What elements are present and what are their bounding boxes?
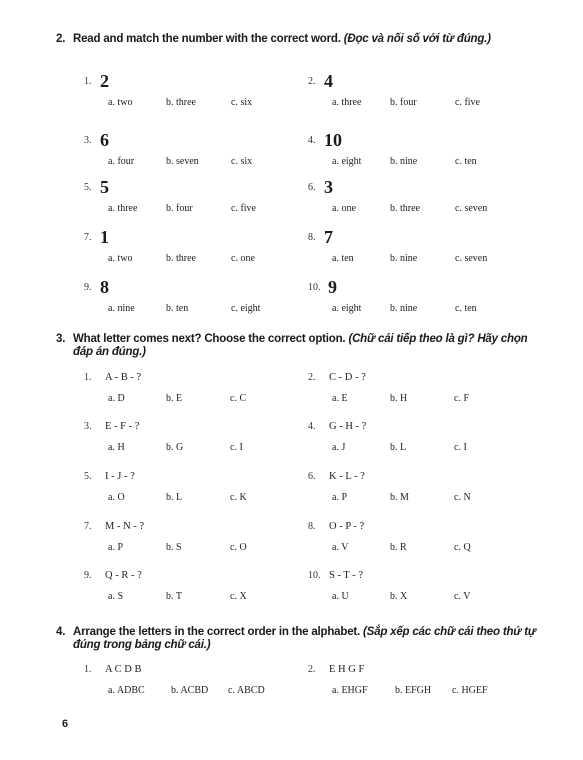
section-title-vi: (Đọc và nối số với từ đúng.) <box>343 33 491 45</box>
answer-option: a. U <box>332 591 349 602</box>
answer-option: a. two <box>108 97 133 108</box>
answer-option: b. ten <box>166 303 189 314</box>
section-number: 2. <box>56 33 66 45</box>
answer-option: a. nine <box>108 303 135 314</box>
question-number: 4. <box>308 421 316 432</box>
answer-option: b. S <box>166 542 182 553</box>
answer-option: c. ten <box>455 156 477 167</box>
question-number: 5. <box>84 182 92 193</box>
section-4-heading <box>56 626 536 652</box>
answer-option: c. one <box>231 253 255 264</box>
answer-option: a. P <box>108 542 123 553</box>
answer-option: c. HGEF <box>452 685 488 696</box>
section-number: 3. <box>56 333 66 345</box>
answer-option: c. X <box>230 591 247 602</box>
answer-option: b. three <box>166 97 196 108</box>
answer-option: b. nine <box>390 303 418 314</box>
answer-option: b. G <box>166 442 184 453</box>
section-title-vi: (Sắp xếp các chữ cái theo thứ tự đúng trong bảng chữ cái.) <box>73 626 536 651</box>
answer-option: b. M <box>390 492 409 503</box>
question-number: 9. <box>84 570 92 581</box>
number-value: 1 <box>100 227 109 247</box>
question-number: 9. <box>84 282 92 293</box>
question-number: 2. <box>308 664 316 675</box>
letter-sequence: A - B - ? <box>105 372 142 383</box>
answer-option: b. E <box>166 393 183 404</box>
answer-option: b. R <box>390 542 407 553</box>
question-number: 1. <box>84 664 92 675</box>
question-number: 8. <box>308 521 316 532</box>
answer-option: c. C <box>230 393 247 404</box>
number-value: 10 <box>324 130 342 150</box>
letter-sequence: G - H - ? <box>329 421 367 432</box>
answer-option: c. F <box>454 393 469 404</box>
letter-sequence: E - F - ? <box>105 421 140 432</box>
answer-option: a. J <box>332 442 346 453</box>
number-value: 7 <box>324 227 333 247</box>
answer-option: c. I <box>454 442 467 453</box>
question-number: 10. <box>308 282 321 293</box>
section-title: Read and match the number with the correct word. <box>73 33 341 45</box>
answer-option: b. L <box>390 442 407 453</box>
number-value: 3 <box>324 177 333 197</box>
letter-sequence: I - J - ? <box>105 471 135 482</box>
answer-option: b. three <box>166 253 196 264</box>
section-title-vi: (Chữ cái tiếp theo là gì? Hãy chọn đáp án đúng.) <box>73 333 528 358</box>
answer-option: a. ADBC <box>108 685 145 696</box>
answer-option: c. V <box>454 591 471 602</box>
question-number: 1. <box>84 372 92 383</box>
section-title: What letter comes next? Choose the correct option. <box>73 333 346 345</box>
answer-option: c. O <box>230 542 247 553</box>
answer-option: a. four <box>108 156 135 167</box>
answer-option: c. ABCD <box>228 685 265 696</box>
question-number: 2. <box>308 76 316 87</box>
page-number: 6 <box>62 718 69 730</box>
letter-sequence: A C D B <box>105 664 142 675</box>
answer-option: c. eight <box>231 303 261 314</box>
answer-option: a. O <box>108 492 125 503</box>
question-number: 2. <box>308 372 316 383</box>
question-number: 7. <box>84 232 92 243</box>
question-number: 6. <box>308 182 316 193</box>
question-number: 6. <box>308 471 316 482</box>
answer-option: c. Q <box>454 542 471 553</box>
answer-option: b. nine <box>390 253 418 264</box>
section-3-heading <box>56 333 536 359</box>
answer-option: b. X <box>390 591 408 602</box>
answer-option: c. N <box>454 492 471 503</box>
answer-option: c. seven <box>455 253 488 264</box>
question-number: 1. <box>84 76 92 87</box>
answer-option: a. two <box>108 253 133 264</box>
letter-sequence: E H G F <box>329 664 365 675</box>
letter-sequence: K - L - ? <box>329 471 365 482</box>
number-value: 9 <box>328 277 337 297</box>
section-number: 4. <box>56 626 66 638</box>
question-number: 3. <box>84 421 92 432</box>
letter-sequence: C - D - ? <box>329 372 366 383</box>
answer-option: b. T <box>166 591 182 602</box>
answer-option: b. ACBD <box>171 685 209 696</box>
question-number: 10. <box>308 570 321 581</box>
question-number: 3. <box>84 135 92 146</box>
answer-option: a. E <box>332 393 348 404</box>
answer-option: c. five <box>231 203 256 214</box>
answer-option: c. I <box>230 442 243 453</box>
answer-option: a. H <box>108 442 125 453</box>
answer-option: a. eight <box>332 156 362 167</box>
answer-option: a. P <box>332 492 347 503</box>
number-value: 5 <box>100 177 109 197</box>
answer-option: a. three <box>108 203 138 214</box>
answer-option: a. D <box>108 393 125 404</box>
answer-option: b. EFGH <box>395 685 432 696</box>
answer-option: b. four <box>390 97 417 108</box>
answer-option: a. three <box>332 97 362 108</box>
answer-option: c. ten <box>455 303 477 314</box>
answer-option: a. EHGF <box>332 685 368 696</box>
question-number: 5. <box>84 471 92 482</box>
answer-option: c. six <box>231 97 253 108</box>
answer-option: c. five <box>455 97 480 108</box>
answer-option: b. H <box>390 393 408 404</box>
answer-option: b. nine <box>390 156 418 167</box>
answer-option: a. eight <box>332 303 362 314</box>
number-value: 6 <box>100 130 109 150</box>
question-number: 8. <box>308 232 316 243</box>
section-title: Arrange the letters in the correct order in the alphabet. <box>73 626 361 638</box>
answer-option: a. ten <box>332 253 354 264</box>
answer-option: b. three <box>390 203 420 214</box>
letter-sequence: O - P - ? <box>329 521 365 532</box>
answer-option: b. four <box>166 203 193 214</box>
question-number: 7. <box>84 521 92 532</box>
answer-option: c. K <box>230 492 247 503</box>
answer-option: a. V <box>332 542 349 553</box>
question-number: 4. <box>308 135 316 146</box>
letter-sequence: Q - R - ? <box>105 570 142 581</box>
number-value: 8 <box>100 277 109 297</box>
answer-option: b. seven <box>166 156 199 167</box>
section-2-heading <box>56 33 536 46</box>
letter-sequence: M - N - ? <box>105 521 145 532</box>
letter-sequence: S - T - ? <box>329 570 364 581</box>
number-value: 2 <box>100 71 109 91</box>
answer-option: b. L <box>166 492 183 503</box>
number-value: 4 <box>324 71 333 91</box>
answer-option: c. six <box>231 156 253 167</box>
answer-option: c. seven <box>455 203 488 214</box>
answer-option: a. S <box>108 591 123 602</box>
answer-option: a. one <box>332 203 356 214</box>
